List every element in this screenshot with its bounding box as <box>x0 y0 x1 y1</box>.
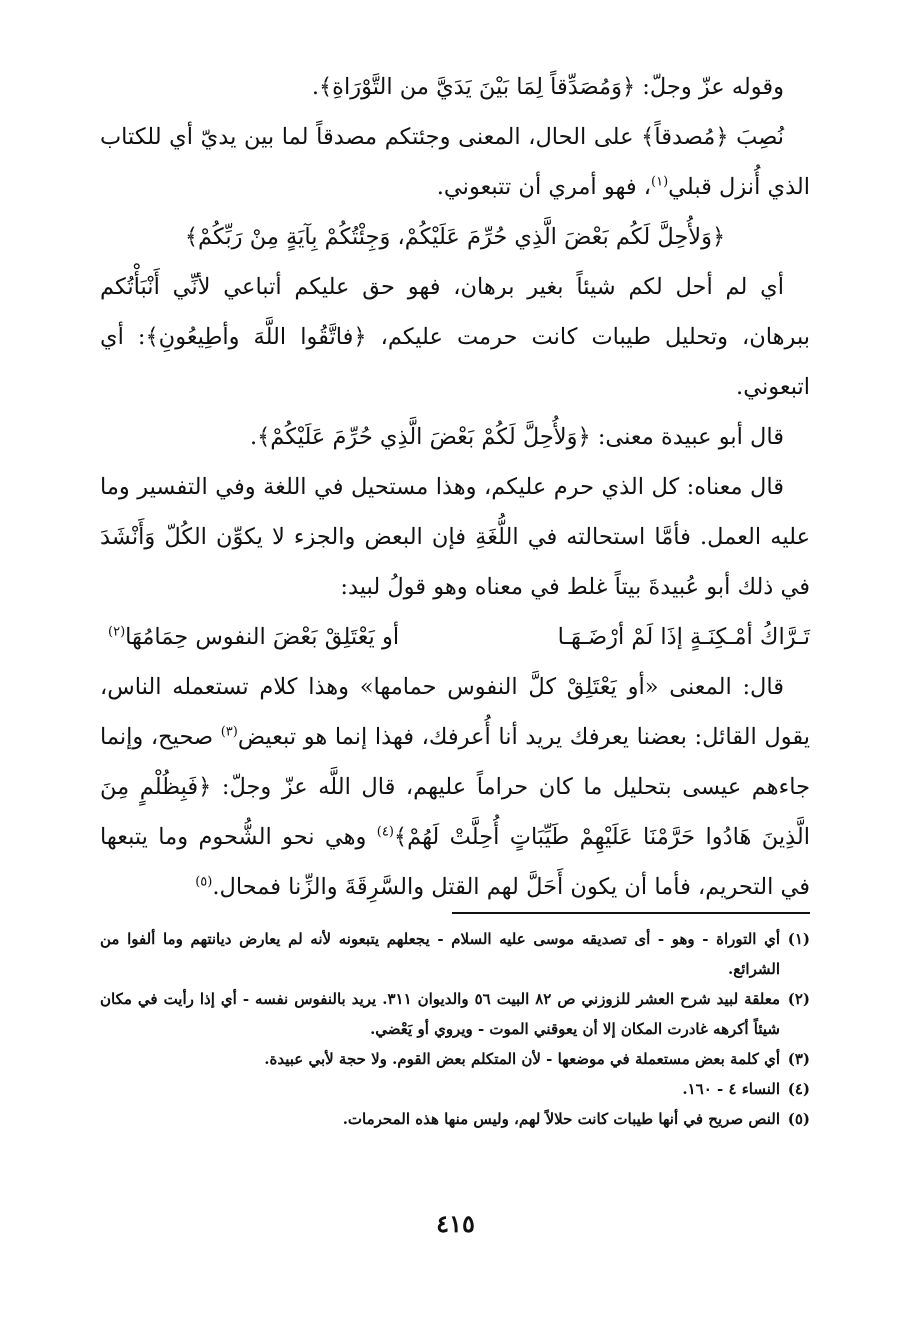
paragraph-4: أي لم أحل لكم شيئاً بغير برهان، فهو حق عليكم أتباعي لأنِّي أَنْبَأْتُكم ببرهان، وتحليل طيبات كانت حرمت عليكم، ﴿فاتَّقُوا اللَّهَ وأطِيعُونِ﴾: أي اتبعوني. <box>100 274 810 400</box>
footnote-number: (٤) <box>787 1080 810 1098</box>
verse-first-hemistich: تَـرَّاكُ أمْـكِنَـةٍ إذَا لَمْ أرْضَـهَـا <box>557 624 810 650</box>
page-number: ٤١٥ <box>436 1209 475 1238</box>
paragraph-7-part-a: قال: المعنى «أو يَعْتَلِقْ كلَّ النفوس حمامها» وهذا كلام تستعمله الناس، يقول القائل: بعضنا يعرفك يريد أنا أُعرفك، فهذا إنما هو تبعيض <box>100 674 810 750</box>
footnote-text: النساء ٤ - ١٦٠. <box>682 1080 780 1098</box>
footnote-text: أي التوراة - وهو - أى تصديقه موسى عليه السلام - يجعلهم يتبعونه لأنه لم يعارض ديانتهم وما ألفوا من الشرائع. <box>100 930 780 978</box>
footnote-ref-3[interactable]: (٣) <box>220 724 238 740</box>
footnote-ref-4[interactable]: (٤) <box>376 824 394 840</box>
paragraph-1: وقوله عزّ وجلّ: ﴿وَمُصَدِّقاً لِمَا بَيْنَ يَدَيَّ من التَّوْرَاةِ﴾. <box>311 74 784 100</box>
footnote-ref-2[interactable]: (٢) <box>108 624 126 640</box>
paragraph-2 <box>100 112 810 212</box>
verse-second-hemistich <box>108 612 399 662</box>
footnote-text: أي كلمة بعض مستعملة في موضعها - لأن المتكلم بعض القوم. ولا حجة لأبي عبيدة. <box>264 1050 780 1068</box>
footnote-4 <box>100 1074 810 1104</box>
footnote-text: معلقة لبيد شرح العشر للزوزني ص ٨٢ البيت ٥٦ والديوان ٣١١. يريد بالنفوس نفسه - أي إذا رأيت في مكان شيئاً أكرهه غادرت المكان إلا أن يعوقني الموت - ويروي أو يَعْضي. <box>100 990 781 1038</box>
paragraph-7-part-c: وهي نحو الشُّحوم وما يتبعها في التحريم، فأما أن يكون أَحَلَّ لهم القتل والسَّرِقَةَ والزِّنا فمحال. <box>100 824 810 900</box>
footnote-text: النص صريح في أنها طيبات كانت حلالاً لهم، وليس منها هذه المحرمات. <box>342 1110 780 1128</box>
verse-second-hemistich-text: أو يَعْتَلِقْ بَعْضَ النفوس حِمَامُهَا <box>125 624 400 650</box>
paragraph-5: قال أبو عبيدة معنى: ﴿وَلأُحِلَّ لَكُمْ بَعْضَ الَّذِي حُرِّمَ عَلَيْكُمْ﴾. <box>249 424 784 450</box>
footnote-number: (٣) <box>787 1050 810 1068</box>
footnote-separator-rule <box>452 912 810 914</box>
paragraph-7 <box>100 662 810 912</box>
footnote-2 <box>100 984 810 1044</box>
quran-verse-quote: ﴿وَلأُحِلَّ لَكُم بَعْضَ الَّذِي حُرِّمَ عَلَيْكُمْ، وَجِئْتُكُمْ بِآيَةٍ مِنْ رَبِّكُمْ﴾ <box>184 224 726 250</box>
paragraph-7-part-b: صحيح، وإنما جاءهم عيسى بتحليل ما كان حراماً عليهم، قال اللَّه عزّ وجلّ: ﴿فَبِظُلْمٍ مِنَ الَّذِينَ هَادُوا حَرَّمْنَا عَلَيْهِمْ طَيِّبَاتٍ أُحِلَّتْ لَهُمْ﴾ <box>100 724 811 850</box>
footnote-1 <box>100 924 810 984</box>
footnote-ref-1[interactable]: (١) <box>651 174 669 190</box>
footnote-number: (٢) <box>787 990 810 1008</box>
main-text <box>100 62 810 912</box>
footnote-ref-5[interactable]: (٥) <box>195 874 213 890</box>
footnote-5 <box>100 1104 810 1134</box>
footnote-number: (٥) <box>787 1110 810 1128</box>
paragraph-6: قال معناه: كل الذي حرم عليكم، وهذا مستحيل في اللغة وفي التفسير وما عليه العمل. فأمَّا استحالته في اللُّغَةِ فإن البعض والجزء لا يكوِّن الكُلّ وَأَنْشَدَ في ذلك أبو عُبيدةَ بيتاً غلط في معناه وهو قولُ لبيد: <box>100 474 810 600</box>
footnotes-section <box>100 924 810 1134</box>
paragraph-2-part-b: ، فهو أمري أن تتبعوني. <box>436 174 651 200</box>
poetry-verse <box>100 612 810 662</box>
paragraph-2-part-a: نُصِبَ ﴿مُصدقاً﴾ على الحال، المعنى وجئتكم مصدقاً لما بين يديّ أي للكتاب الذي أُنزل قبلي <box>100 124 810 200</box>
footnote-number: (١) <box>787 930 810 948</box>
footnote-3 <box>100 1044 810 1074</box>
